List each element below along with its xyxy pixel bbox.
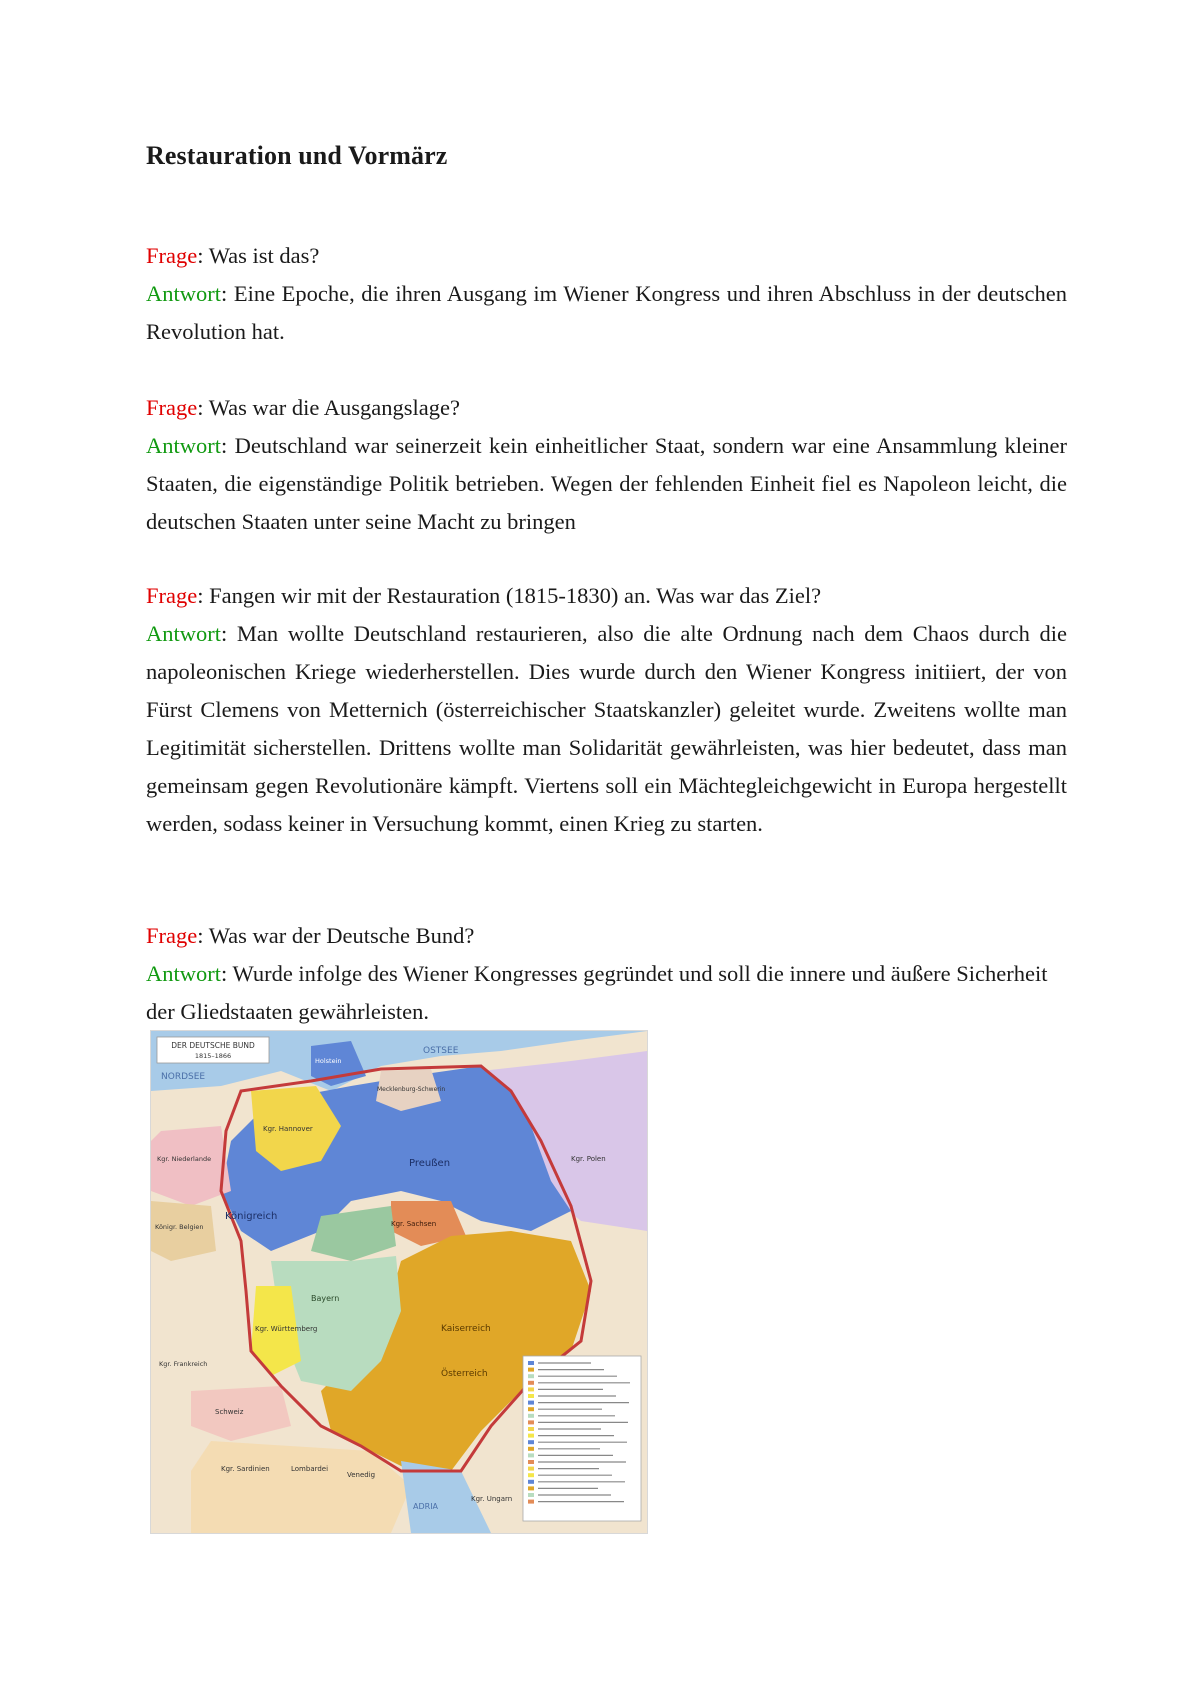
- label-lombardei: Lombardei: [291, 1465, 329, 1473]
- qa-block-4: [146, 917, 1067, 1031]
- legend-swatch: [528, 1414, 534, 1418]
- label-kaiserreich: Kaiserreich: [441, 1324, 491, 1334]
- label-hannover: Kgr. Hannover: [263, 1125, 313, 1133]
- label-holstein: Holstein: [315, 1057, 342, 1065]
- belgium-region: [151, 1201, 216, 1261]
- question-line: Frage: Was war die Ausgangslage?: [146, 395, 460, 420]
- question-label: Frage: [146, 243, 198, 268]
- label-wuerttemberg: Kgr. Württemberg: [255, 1325, 318, 1333]
- question-text: Was ist das?: [208, 243, 320, 268]
- label-ungarn: Kgr. Ungarn: [471, 1495, 513, 1503]
- answer-paragraph: Antwort: Eine Epoche, die ihren Ausgang im Wiener Kongress und ihren Abschluss in der deutschen Revolution hat.: [146, 281, 1067, 344]
- legend-swatch: [528, 1500, 534, 1504]
- question-line: Frage: Was war der Deutsche Bund?: [146, 923, 475, 948]
- legend-swatch: [528, 1401, 534, 1405]
- legend-swatch: [528, 1486, 534, 1490]
- question-label: Frage: [146, 923, 198, 948]
- answer-paragraph: Antwort: Wurde infolge des Wiener Kongresses gegründet und soll die innere und äußere Sicherheit der Gliedstaaten gewährleisten.: [146, 961, 1048, 1024]
- label-sardinien: Kgr. Sardinien: [221, 1465, 270, 1473]
- label-bayern: Bayern: [311, 1294, 340, 1303]
- label-preussen: Preußen: [409, 1158, 451, 1169]
- label-ostsee: OSTSEE: [423, 1046, 459, 1056]
- label-oesterreich: Österreich: [441, 1369, 488, 1379]
- answer-label: Antwort: [146, 433, 221, 458]
- question-line: Frage: Fangen wir mit der Restauration (1815-1830) an. Was war das Ziel?: [146, 583, 822, 608]
- question-text: Was war der Deutsche Bund?: [208, 923, 475, 948]
- legend-swatch: [528, 1447, 534, 1451]
- answer-label: Antwort: [146, 621, 221, 646]
- legend-swatch: [528, 1467, 534, 1471]
- netherlands-region: [151, 1126, 231, 1206]
- question-label: Frage: [146, 583, 198, 608]
- question-text: Was war die Ausgangslage?: [208, 395, 460, 420]
- legend-swatch: [528, 1361, 534, 1365]
- qa-block-3: [146, 577, 1067, 843]
- page-title: Restauration und Vormärz: [146, 141, 448, 170]
- legend-swatch: [528, 1387, 534, 1391]
- map-subtitle: 1815–1866: [194, 1052, 232, 1060]
- label-adria: ADRIA: [413, 1502, 439, 1511]
- label-belgien: Königr. Belgien: [155, 1223, 204, 1231]
- label-mecklenburg: Mecklenburg-Schwerin: [377, 1086, 446, 1093]
- question-text: Fangen wir mit der Restauration (1815-1830) an. Was war das Ziel?: [209, 583, 822, 608]
- legend-swatch: [528, 1493, 534, 1497]
- legend-swatch: [528, 1420, 534, 1424]
- label-polen: Kgr. Polen: [571, 1155, 606, 1163]
- legend-swatch: [528, 1407, 534, 1411]
- map-title: DER DEUTSCHE BUND: [171, 1041, 255, 1050]
- answer-label: Antwort: [146, 281, 221, 306]
- label-nordsee: NORDSEE: [161, 1072, 206, 1082]
- legend-swatch: [528, 1381, 534, 1385]
- legend-swatch: [528, 1460, 534, 1464]
- legend-swatch: [528, 1427, 534, 1431]
- legend-swatch: [528, 1368, 534, 1372]
- answer-text: Eine Epoche, die ihren Ausgang im Wiener Kongress und ihren Abschluss in der deutschen Revolution hat.: [146, 281, 1067, 344]
- label-venedig: Venedig: [347, 1471, 376, 1479]
- legend-swatch: [528, 1473, 534, 1477]
- qa-block-2: [146, 389, 1067, 541]
- legend-swatch: [528, 1480, 534, 1484]
- question-label: Frage: [146, 395, 198, 420]
- label-schweiz: Schweiz: [215, 1408, 244, 1416]
- legend-swatch: [528, 1453, 534, 1457]
- legend-swatch: [528, 1394, 534, 1398]
- legend-swatch: [528, 1374, 534, 1378]
- answer-paragraph: Antwort: Deutschland war seinerzeit kein einheitlicher Staat, sondern war eine Ansammlung kleiner Staaten, die eigenständige Politik betrieben. Wegen der fehlenden Einheit fiel es Napoleon leicht, die deutschen Staaten unter seine Macht zu bringen: [146, 433, 1067, 534]
- legend-swatch: [528, 1434, 534, 1438]
- answer-label: Antwort: [146, 961, 221, 986]
- answer-text: Wurde infolge des Wiener Kongresses gegründet und soll die innere und äußere Sicherheit der Gliedstaaten gewährleisten.: [146, 961, 1048, 1024]
- answer-paragraph: Antwort: Man wollte Deutschland restaurieren, also die alte Ordnung nach dem Chaos durch die napoleonischen Kriege wiederherstellen. Dies wurde durch den Wiener Kongress initiiert, der von Fürst Clemens von Metternich (österreichischer Staatskanzler) geleitet wurde. Zweitens wollte man Legitimität sicherstellen. Drittens wollte man Solidarität gewährleisten, was hier bedeutet, dass man gemeinsam gegen Revolutionäre kämpft. Viertens soll ein Mächtegleichgewicht in Europa hergestellt werden, sodass keiner in Versuchung kommt, einen Krieg zu starten.: [146, 621, 1067, 836]
- qa-block-1: [146, 237, 1067, 351]
- map-legend: [523, 1356, 641, 1521]
- map-svg: [151, 1031, 647, 1533]
- label-frankreich: Kgr. Frankreich: [159, 1360, 208, 1368]
- german-confederation-map: [150, 1030, 648, 1534]
- label-sachsen: Kgr. Sachsen: [391, 1220, 437, 1228]
- label-niederlande: Kgr. Niederlande: [157, 1155, 212, 1163]
- answer-text: Deutschland war seinerzeit kein einheitlicher Staat, sondern war eine Ansammlung kleiner Staaten, die eigenständige Politik betrieben. Wegen der fehlenden Einheit fiel es Napoleon leicht, die deutschen Staaten unter seine Macht zu bringen: [146, 433, 1067, 534]
- answer-text: Man wollte Deutschland restaurieren, also die alte Ordnung nach dem Chaos durch die napoleonischen Kriege wiederherstellen. Dies wurde durch den Wiener Kongress initiiert, der von Fürst Clemens von Metternich (österreichischer Staatskanzler) geleitet wurde. Zweitens wollte man Legitimität sicherstellen. Drittens wollte man Solidarität gewährleisten, was hier bedeutet, dass man gemeinsam gegen Revolutionäre kämpft. Viertens soll ein Mächtegleichgewicht in Europa hergestellt werden, sodass keiner in Versuchung kommt, einen Krieg zu starten.: [146, 621, 1067, 836]
- question-line: Frage: Was ist das?: [146, 243, 320, 268]
- label-koenigreich: Königreich: [225, 1211, 278, 1222]
- legend-swatch: [528, 1440, 534, 1444]
